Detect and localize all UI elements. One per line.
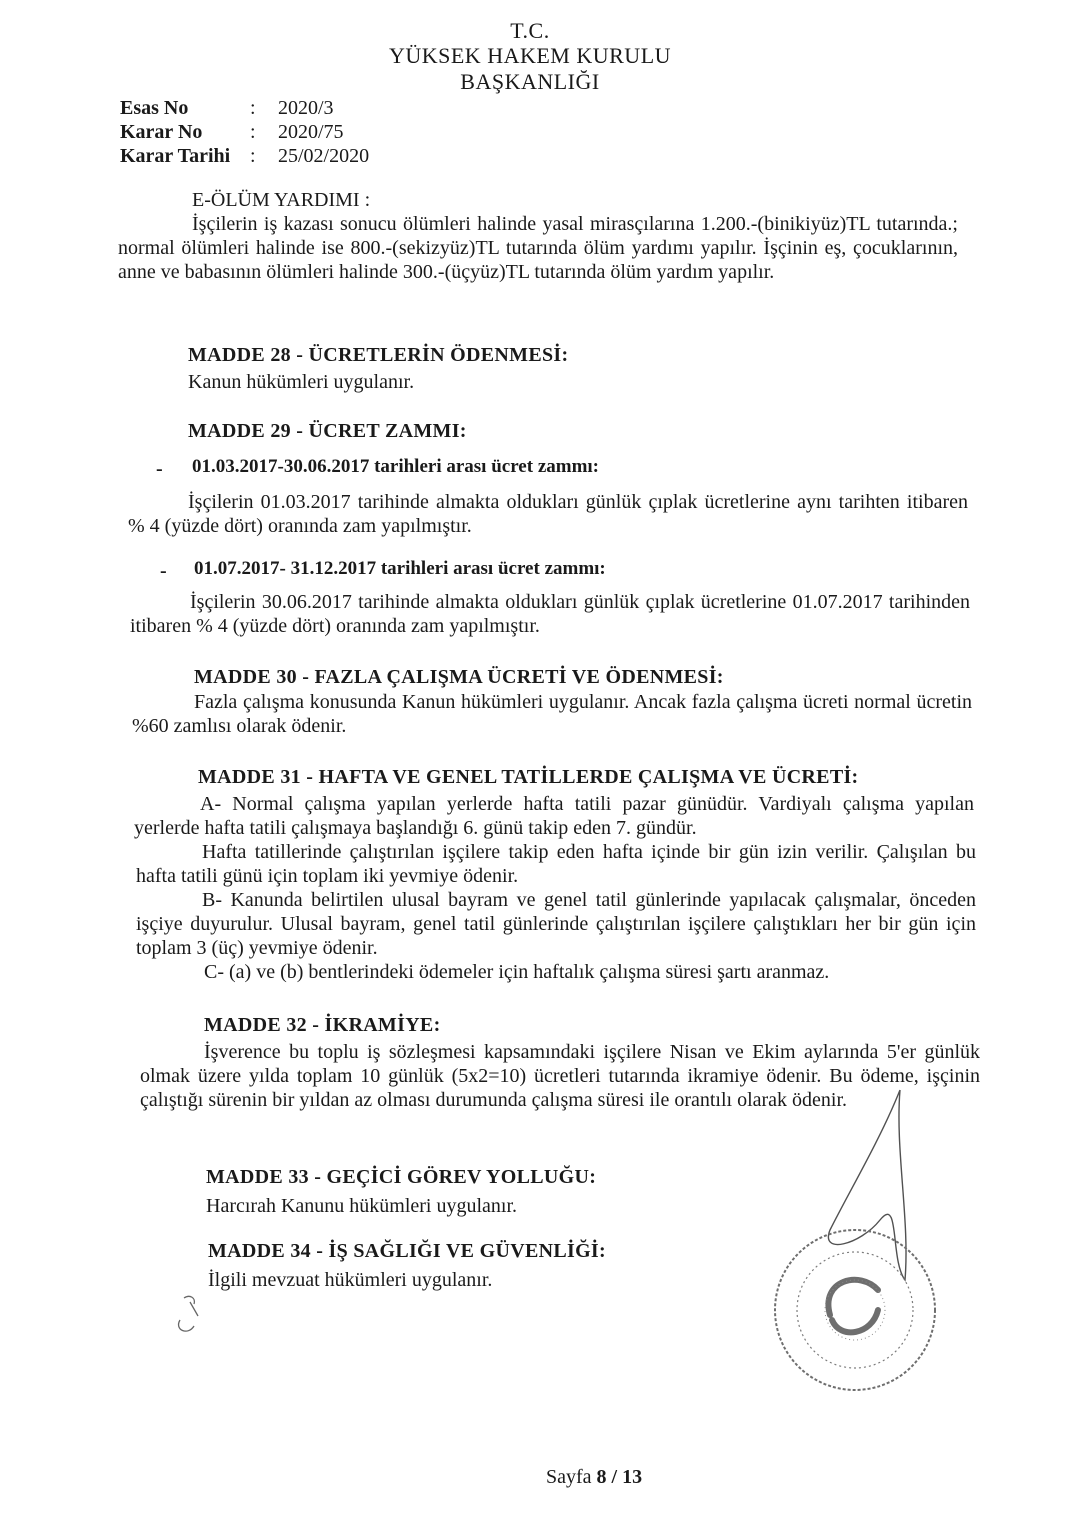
page-number-label: Sayfa — [546, 1466, 592, 1488]
signature-and-seal — [760, 1080, 960, 1400]
header-line-tc: T.C. — [510, 18, 550, 43]
madde-31-title: MADDE 31 - HAFTA VE GENEL TATİLLERDE ÇALIŞMA VE ÜCRETİ: — [198, 766, 859, 788]
page-number-value: 8 / 13 — [596, 1466, 643, 1488]
madde-32-title: MADDE 32 - İKRAMİYE: — [204, 1014, 441, 1036]
list-dash: - — [156, 458, 163, 480]
madde-28-text: Kanun hükümleri uygulanır. — [188, 371, 415, 393]
madde-34-text: İlgili mevzuat hükümleri uygulanır. — [208, 1269, 493, 1291]
madde-31-paragraph-c: C- (a) ve (b) bentlerindeki ödemeler için haftalık çalışma süresi şartı aranmaz. — [204, 961, 830, 983]
case-info-row: Esas No : 2020/3 — [120, 97, 334, 119]
madde-29-item1-title: 01.03.2017-30.06.2017 tarihleri arası ücret zammı: — [192, 456, 600, 477]
madde-29-item2-title: 01.07.2017- 31.12.2017 tarihleri arası ücret zammı: — [194, 558, 606, 579]
list-dash: - — [160, 560, 167, 582]
header-line-office: BAŞKANLIĞI — [460, 68, 600, 94]
case-info — [120, 96, 369, 168]
madde-31-paragraph-b: B- Kanunda belirtilen ulusal bayram ve genel tatil günlerinde yapılacak çalışmalar, önceden işçiye duyurulur. Ulusal bayram, genel tatil günlerinde çalıştırılan işçilere çalıştıkları her bir gün için toplam 3 (üç) yevmiye ödenir. — [136, 889, 976, 959]
case-info-row: Karar No : 2020/75 — [120, 121, 344, 143]
madde-30-text: Fazla çalışma konusunda Kanun hükümleri uygulanır. Ancak fazla çalışma ücreti normal ücretin %60 zamlısı olarak ödenir. — [132, 691, 972, 737]
document-header — [380, 18, 680, 94]
madde-29-item2-text: İşçilerin 30.06.2017 tarihinde almakta oldukları günlük çıplak ücretlerine 01.07.2017 tarihinden itibaren % 4 (yüzde dört) oranında zam yapılmıştır. — [130, 591, 970, 637]
madde-33-title: MADDE 33 - GEÇİCİ GÖREV YOLLUĞU: — [206, 1166, 597, 1188]
madde-31-paragraph-a2: Hafta tatillerinde çalıştırılan işçilere takip eden hafta içinde bir gün izin verilir. Çalışılan bu hafta tatili günü için toplam iki yevmiye ödenir. — [136, 841, 976, 887]
madde-29-item1-text: İşçilerin 01.03.2017 tarihinde almakta oldukları günlük çıplak ücretlerine aynı tarihten itibaren % 4 (yüzde dört) oranında zam yapılmıştır. — [128, 491, 968, 537]
madde-29-title: MADDE 29 - ÜCRET ZAMMI: — [188, 420, 467, 442]
page-number — [546, 1466, 642, 1489]
olum-text: İşçilerin iş kazası sonucu ölümleri halinde yasal mirasçılarına 1.200.-(binikiyüz)TL tutarında.; normal ölümleri halinde ise 800.-(sekizyüz)TL tutarında ölüm yardımı yapılır. İşçinin eş, çocuklarının, anne ve babasının ölümleri halinde 300.-(üçyüz)TL tutarında ölüm yardım yapılır. — [118, 213, 958, 283]
olum-title: E-ÖLÜM YARDIMI : — [192, 189, 371, 211]
header-line-institution: YÜKSEK HAKEM KURULU — [388, 43, 672, 69]
madde-28-title: MADDE 28 - ÜCRETLERİN ÖDENMESİ: — [188, 344, 569, 366]
madde-33-text: Harcırah Kanunu hükümleri uygulanır. — [206, 1195, 518, 1217]
initial-mark-icon — [170, 1290, 210, 1340]
madde-32-text: İşverence bu toplu iş sözleşmesi kapsamındaki işçilere Nisan ve Ekim aylarında 5'er günlük olmak üzere yılda toplam 10 günlük (5x2=10) ücretleri tutarında ikramiye ödenir. Bu ödeme, işçinin çalıştığı sürenin bir yıldan az olması durumunda çalışma süresi ile orantılı olarak ödenir. — [140, 1041, 980, 1111]
case-info-row: Karar Tarihi : 25/02/2020 — [120, 145, 370, 167]
madde-34-title: MADDE 34 - İŞ SAĞLIĞI VE GÜVENLİĞİ: — [208, 1240, 606, 1262]
madde-30-title: MADDE 30 - FAZLA ÇALIŞMA ÜCRETİ VE ÖDENMESİ: — [194, 666, 724, 688]
madde-31-paragraph-a: A- Normal çalışma yapılan yerlerde hafta tatili pazar günüdür. Vardiyalı çalışma yapılan yerlerde hafta tatili çalışmaya başlandığı 6. günü takip eden 7. gündür. — [134, 793, 974, 839]
